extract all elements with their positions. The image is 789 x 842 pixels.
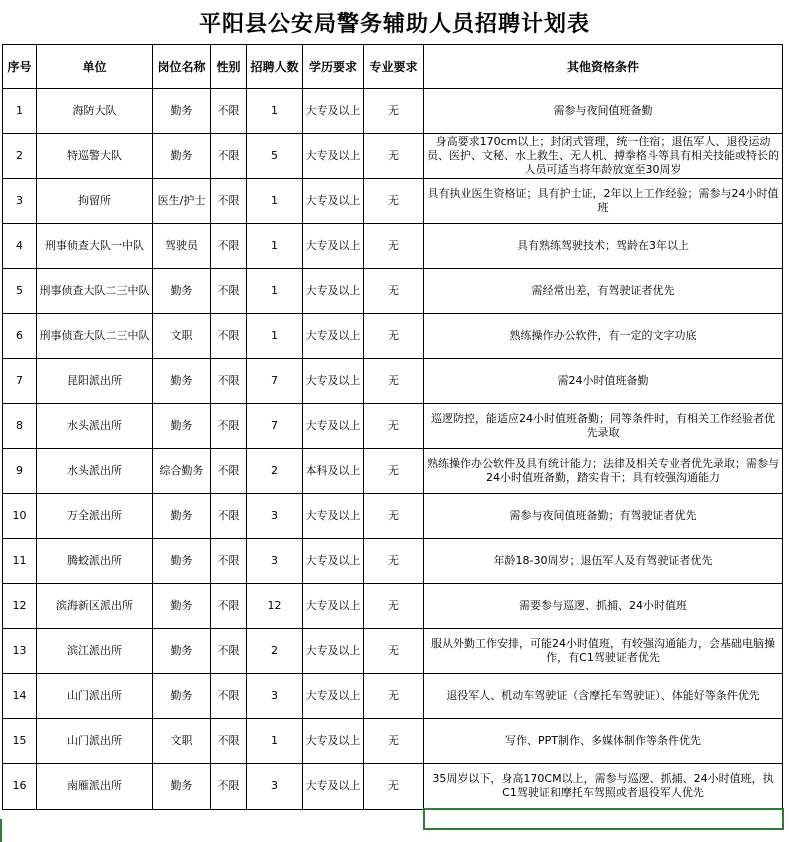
cell-count[interactable]: 1 [247, 719, 303, 764]
cell-gender[interactable]: 不限 [211, 269, 247, 314]
cell-conditions[interactable]: 熟练操作办公软件及具有统计能力；法律及相关专业者优先录取；需参与24小时值班备勤，踏实肯干；具有较强沟通能力 [424, 449, 783, 494]
header-cell-index[interactable]: 序号 [3, 45, 37, 89]
cell-conditions[interactable]: 年龄18-30周岁；退伍军人及有驾驶证者优先 [424, 539, 783, 584]
cell-major[interactable]: 无 [364, 629, 424, 674]
cell-unit[interactable]: 山门派出所 [37, 719, 153, 764]
cell-major[interactable]: 无 [364, 269, 424, 314]
cell-gender[interactable]: 不限 [211, 404, 247, 449]
cell-conditions[interactable]: 具有熟练驾驶技术；驾龄在3年以上 [424, 224, 783, 269]
cell-unit[interactable]: 滨海新区派出所 [37, 584, 153, 629]
cell-count[interactable]: 3 [247, 764, 303, 810]
cell-unit[interactable]: 海防大队 [37, 89, 153, 134]
cell-unit[interactable]: 拘留所 [37, 179, 153, 224]
header-row [3, 45, 783, 89]
cell-position[interactable]: 驾驶员 [153, 224, 211, 269]
cell-count[interactable]: 1 [247, 89, 303, 134]
table-row [3, 359, 783, 404]
cell-count[interactable]: 2 [247, 449, 303, 494]
cell-education[interactable]: 大专及以上 [303, 539, 364, 584]
cell-index[interactable]: 2 [3, 134, 37, 179]
cell-education[interactable]: 大专及以上 [303, 134, 364, 179]
cell-position[interactable]: 文职 [153, 719, 211, 764]
cell-index[interactable]: 6 [3, 314, 37, 359]
cell-index[interactable]: 11 [3, 539, 37, 584]
cell-gender[interactable]: 不限 [211, 764, 247, 810]
cell-gender[interactable]: 不限 [211, 629, 247, 674]
cell-gender[interactable]: 不限 [211, 719, 247, 764]
cell-index[interactable]: 16 [3, 764, 37, 810]
cell-major[interactable]: 无 [364, 674, 424, 719]
cell-index[interactable]: 7 [3, 359, 37, 404]
cell-count[interactable]: 3 [247, 539, 303, 584]
cell-gender[interactable]: 不限 [211, 224, 247, 269]
cell-position[interactable]: 勤务 [153, 134, 211, 179]
cell-major[interactable]: 无 [364, 494, 424, 539]
cell-position[interactable]: 勤务 [153, 674, 211, 719]
empty-cell[interactable] [303, 809, 364, 829]
cell-gender[interactable]: 不限 [211, 494, 247, 539]
cell-index[interactable]: 4 [3, 224, 37, 269]
table-row [3, 179, 783, 224]
empty-cell[interactable] [153, 809, 211, 829]
cell-index[interactable]: 1 [3, 89, 37, 134]
cell-conditions[interactable]: 身高要求170cm以上；封闭式管理，统一住宿；退伍军人、退役运动员、医护、文秘、水上救生、无人机、搏拳格斗等具有相关技能或特长的人员可适当将年龄放宽至30周岁 [424, 134, 783, 179]
cell-major[interactable]: 无 [364, 179, 424, 224]
cell-index[interactable]: 3 [3, 179, 37, 224]
cell-education[interactable]: 大专及以上 [303, 224, 364, 269]
empty-row [3, 809, 783, 829]
cell-gender[interactable]: 不限 [211, 89, 247, 134]
cell-conditions[interactable]: 服从外勤工作安排，可能24小时值班，有较强沟通能力，会基础电脑操作，有C1驾驶证者优先 [424, 629, 783, 674]
cell-index[interactable]: 12 [3, 584, 37, 629]
cell-index[interactable]: 14 [3, 674, 37, 719]
cell-major[interactable]: 无 [364, 134, 424, 179]
cell-conditions[interactable]: 写作、PPT制作、多媒体制作等条件优先 [424, 719, 783, 764]
cell-conditions[interactable]: 需参与夜间值班备勤 [424, 89, 783, 134]
cell-education[interactable]: 本科及以上 [303, 449, 364, 494]
cell-gender[interactable]: 不限 [211, 134, 247, 179]
cell-position[interactable]: 勤务 [153, 269, 211, 314]
cell-gender[interactable]: 不限 [211, 359, 247, 404]
cell-major[interactable]: 无 [364, 89, 424, 134]
cell-count[interactable]: 1 [247, 179, 303, 224]
table-row [3, 269, 783, 314]
cell-count[interactable]: 7 [247, 359, 303, 404]
cell-gender[interactable]: 不限 [211, 539, 247, 584]
cell-education[interactable]: 大专及以上 [303, 89, 364, 134]
cell-position[interactable]: 勤务 [153, 404, 211, 449]
cell-major[interactable]: 无 [364, 314, 424, 359]
cell-conditions[interactable]: 巡逻防控，能适应24小时值班备勤；同等条件时，有相关工作经验者优先录取 [424, 404, 783, 449]
table-row [3, 764, 783, 810]
cell-count[interactable]: 1 [247, 269, 303, 314]
empty-cell[interactable] [211, 809, 247, 829]
table-row [3, 719, 783, 764]
cell-count[interactable]: 7 [247, 404, 303, 449]
cell-gender[interactable]: 不限 [211, 584, 247, 629]
cell-count[interactable]: 1 [247, 224, 303, 269]
cell-education[interactable]: 大专及以上 [303, 719, 364, 764]
table-row [3, 314, 783, 359]
header-cell-unit[interactable]: 单位 [37, 45, 153, 89]
cell-unit[interactable]: 昆阳派出所 [37, 359, 153, 404]
cell-position[interactable]: 勤务 [153, 539, 211, 584]
header-cell-major[interactable]: 专业要求 [364, 45, 424, 89]
page-title: 平阳县公安局警务辅助人员招聘计划表 [198, 11, 590, 37]
cell-position[interactable]: 文职 [153, 314, 211, 359]
cell-index[interactable]: 8 [3, 404, 37, 449]
empty-cell[interactable] [247, 809, 303, 829]
selected-cell[interactable] [424, 809, 783, 829]
table-row [3, 539, 783, 584]
cell-education[interactable]: 大专及以上 [303, 674, 364, 719]
cell-education[interactable]: 大专及以上 [303, 269, 364, 314]
cell-unit[interactable]: 水头派出所 [37, 404, 153, 449]
header-cell-count[interactable]: 招聘人数 [247, 45, 303, 89]
cell-count[interactable]: 1 [247, 314, 303, 359]
cell-position[interactable]: 综合勤务 [153, 449, 211, 494]
cell-education[interactable]: 大专及以上 [303, 314, 364, 359]
cell-education[interactable]: 大专及以上 [303, 179, 364, 224]
cell-unit[interactable]: 水头派出所 [37, 449, 153, 494]
cell-gender[interactable]: 不限 [211, 674, 247, 719]
cell-unit[interactable]: 南雁派出所 [37, 764, 153, 810]
cell-education[interactable]: 大专及以上 [303, 404, 364, 449]
cell-education[interactable]: 大专及以上 [303, 359, 364, 404]
cell-major[interactable]: 无 [364, 359, 424, 404]
table-row [3, 674, 783, 719]
cell-major[interactable]: 无 [364, 224, 424, 269]
empty-cell[interactable] [37, 809, 153, 829]
cell-unit[interactable]: 山门派出所 [37, 674, 153, 719]
table-body [3, 89, 783, 830]
cell-major[interactable]: 无 [364, 764, 424, 810]
cell-major[interactable]: 无 [364, 449, 424, 494]
cell-conditions[interactable]: 熟练操作办公软件，有一定的文字功底 [424, 314, 783, 359]
cell-gender[interactable]: 不限 [211, 449, 247, 494]
cell-position[interactable]: 勤务 [153, 584, 211, 629]
table-row [3, 224, 783, 269]
cell-conditions[interactable]: 需参与夜间值班备勤；有驾驶证者优先 [424, 494, 783, 539]
cell-count[interactable]: 2 [247, 629, 303, 674]
cell-education[interactable]: 大专及以上 [303, 494, 364, 539]
cell-conditions[interactable]: 具有执业医生资格证；具有护士证，2年以上工作经验；需参与24小时值班 [424, 179, 783, 224]
cell-conditions[interactable]: 需24小时值班备勤 [424, 359, 783, 404]
header-cell-gender[interactable]: 性别 [211, 45, 247, 89]
cell-gender[interactable]: 不限 [211, 314, 247, 359]
cell-unit[interactable]: 特巡警大队 [37, 134, 153, 179]
cell-count[interactable]: 12 [247, 584, 303, 629]
cell-position[interactable]: 勤务 [153, 89, 211, 134]
cell-education[interactable]: 大专及以上 [303, 629, 364, 674]
cell-unit[interactable]: 刑事侦查大队一中队 [37, 224, 153, 269]
cell-unit[interactable]: 腾蛟派出所 [37, 539, 153, 584]
cell-unit[interactable]: 万全派出所 [37, 494, 153, 539]
header-cell-education[interactable]: 学历要求 [303, 45, 364, 89]
empty-cell[interactable] [3, 809, 37, 829]
selection-edge-marker [0, 819, 2, 842]
cell-index[interactable]: 9 [3, 449, 37, 494]
cell-position[interactable]: 勤务 [153, 629, 211, 674]
table-row [3, 584, 783, 629]
cell-unit[interactable]: 刑事侦查大队二三中队 [37, 269, 153, 314]
cell-major[interactable]: 无 [364, 584, 424, 629]
header-cell-position[interactable]: 岗位名称 [153, 45, 211, 89]
cell-major[interactable]: 无 [364, 539, 424, 584]
cell-conditions[interactable]: 退役军人、机动车驾驶证（含摩托车驾驶证）、体能好等条件优先 [424, 674, 783, 719]
cell-education[interactable]: 大专及以上 [303, 764, 364, 810]
table-row [3, 89, 783, 134]
table-row [3, 134, 783, 179]
cell-count[interactable]: 5 [247, 134, 303, 179]
table-row [3, 449, 783, 494]
table-row [3, 404, 783, 449]
table-row [3, 494, 783, 539]
cell-major[interactable]: 无 [364, 719, 424, 764]
cell-index[interactable]: 15 [3, 719, 37, 764]
cell-position[interactable]: 勤务 [153, 764, 211, 810]
cell-conditions[interactable]: 35周岁以下，身高170CM以上，需参与巡逻、抓捕、24小时值班，执C1驾驶证和摩托车驾照或者退役军人优先 [424, 764, 783, 810]
cell-position[interactable]: 医生/护士 [153, 179, 211, 224]
cell-gender[interactable]: 不限 [211, 179, 247, 224]
empty-cell[interactable] [364, 809, 424, 829]
cell-index[interactable]: 13 [3, 629, 37, 674]
cell-conditions[interactable]: 需要参与巡逻、抓捕、24小时值班 [424, 584, 783, 629]
header-cell-conditions[interactable]: 其他资格条件 [424, 45, 783, 89]
cell-position[interactable]: 勤务 [153, 359, 211, 404]
recruitment-table [2, 44, 784, 830]
table-row [3, 629, 783, 674]
cell-unit[interactable]: 刑事侦查大队二三中队 [37, 314, 153, 359]
cell-unit[interactable]: 滨江派出所 [37, 629, 153, 674]
cell-conditions[interactable]: 需经常出差，有驾驶证者优先 [424, 269, 783, 314]
cell-position[interactable]: 勤务 [153, 494, 211, 539]
cell-index[interactable]: 10 [3, 494, 37, 539]
cell-count[interactable]: 3 [247, 494, 303, 539]
cell-education[interactable]: 大专及以上 [303, 584, 364, 629]
cell-count[interactable]: 3 [247, 674, 303, 719]
cell-major[interactable]: 无 [364, 404, 424, 449]
cell-index[interactable]: 5 [3, 269, 37, 314]
